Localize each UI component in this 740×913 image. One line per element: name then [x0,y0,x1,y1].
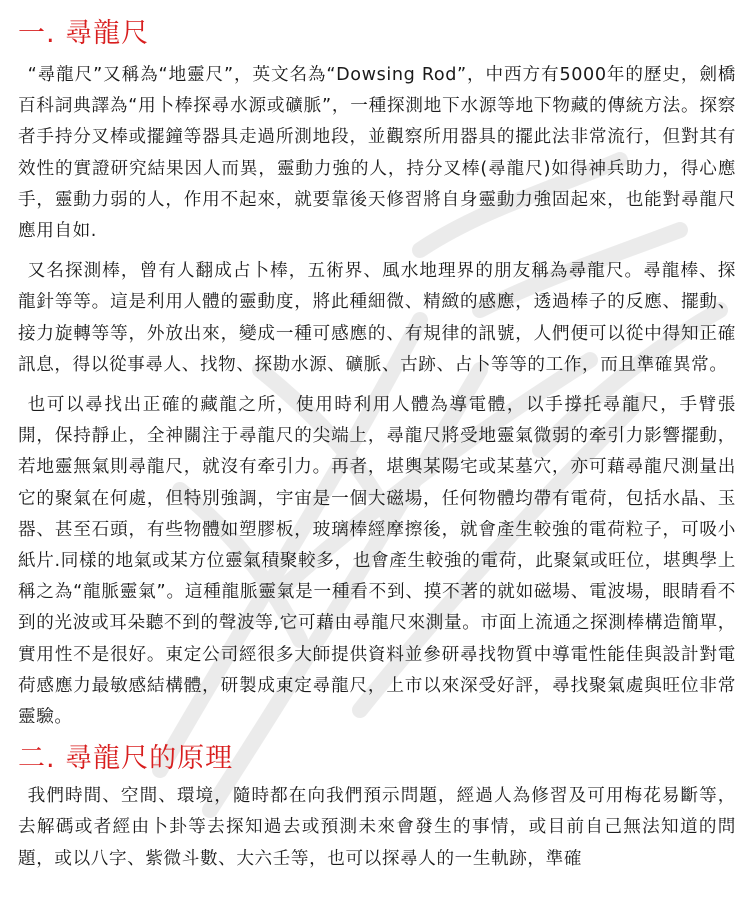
paragraph: 我們時間、空間、環境，隨時都在向我們預示問題，經過人為修習及可用梅花易斷等，去解碼或者經由卜卦等去探知過去或預測未來會發生的事情，或目前自己無法知道的問題，或以八字、紫微斗數、大六壬等，也可以探尋人的一生軌跡，準確 [18,786,736,869]
section-title-dowsing-rod: 一. 尋龍尺 [18,18,150,49]
paragraph: 又名探測棒，曾有人翻成占卜棒，五術界、風水地理界的朋友稱為尋龍尺。尋龍棒、探龍針等等。這是利用人體的靈動度，將此種細微、精緻的感應，透過棒子的反應、擺動、接力旋轉等等，外放出來，變成一種可感應的、有規律的訊號，人們便可以從中得知正確訊息，得以從事尋人、找物、探勘水源、礦脈、古跡、占卜等等的工作，而且準確異常。 [18,261,736,375]
section-title-dowsing-rod-principle: 二. 尋龍尺的原理 [18,743,234,775]
paragraph: “尋龍尺”又稱為“地靈尺”，英文名為“Dowsing Rod”，中西方有5000年的歷史，劍橋百科詞典譯為“用卜棒探尋水源或礦脈”，一種探測地下水源等地下物藏的傳統方法。探察者手持分叉棒或擺鐘等器具走過所測地段，並觀察所用器具的擺此法非常流行，但對其有效性的實證研究結果因人而異，靈動力強的人，持分叉棒(尋龍尺)如得神兵助力，得心應手，靈動力弱的人，作用不起來，就要靠後天修習將自身靈動力強固起來，也能對尋龍尺應用自如. [18,65,736,242]
paragraph: 也可以尋找出正確的藏龍之所，使用時利用人體為導電體，以手撐托尋龍尺，手臂張開，保持靜止，全神關注于尋龍尺的尖端上，尋龍尺將受地靈氣微弱的牽引力影響擺動，若地靈無氣則尋龍尺，就沒有牽引力。再者，堪輿某陽宅或某墓穴，亦可藉尋龍尺測量出它的聚氣在何處，但特別強調，宇宙是一個大磁場，任何物體均帶有電荷，包括水晶、玉器、甚至石頭，有些物體如塑膠板，玻璃棒經摩擦後，就會產生較強的電荷粒子，可吸小紙片.同樣的地氣或某方位靈氣積聚較多，也會產生較強的電荷，此聚氣或旺位，堪輿學上稱之為“龍脈靈氣”。這種龍脈靈氣是一種看不到、摸不著的就如磁場、電波場，眼睛看不到的光波或耳朵聽不到的聲波等,它可藉由尋龍尺來測量。市面上流通之探測棒構造簡單，實用性不是很好。東定公司經很多大師提供資料並參研尋找物質中導電性能佳與設計對電荷感應力最敏感結構體，研製成東定尋龍尺，上市以來深受好評，尋找聚氣處與旺位非常靈驗。 [18,395,736,728]
